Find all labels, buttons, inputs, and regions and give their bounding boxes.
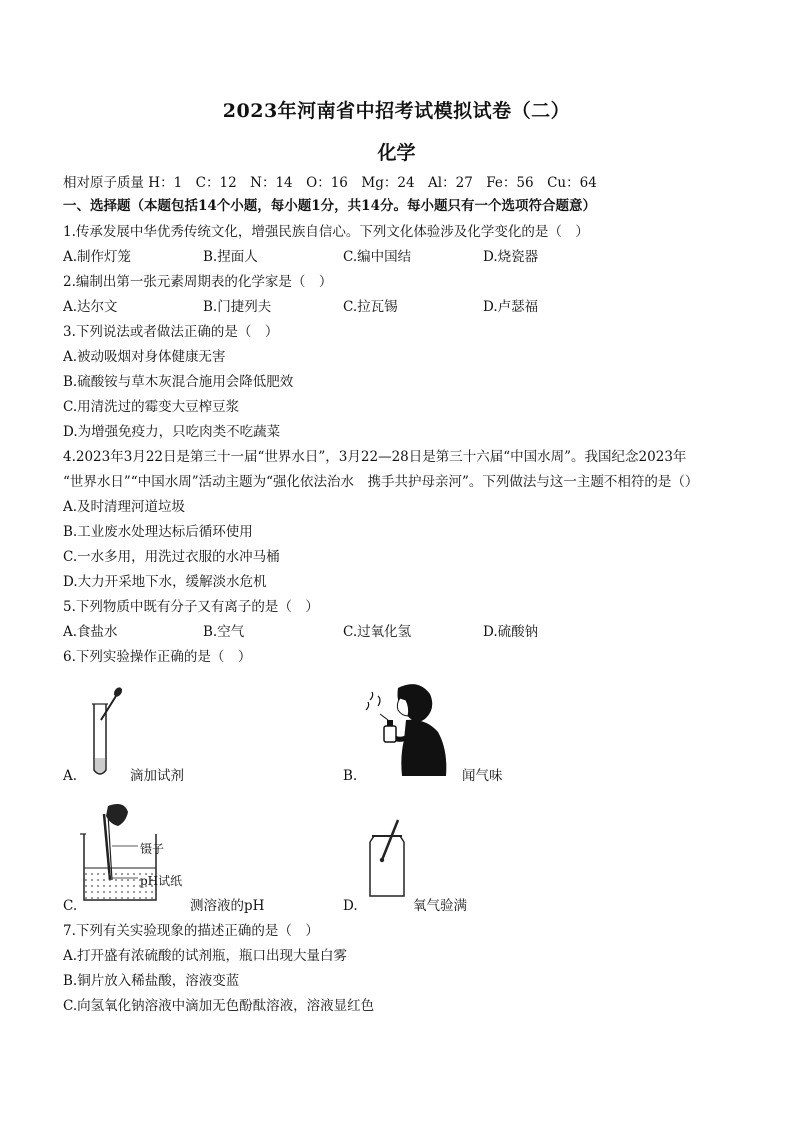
question-7-option-a: A.打开盛有浓硫酸的试剂瓶，瓶口出现大量白雾 [63, 948, 348, 964]
question-6-stem: 6.下列实验操作正确的是（ ） [63, 649, 252, 665]
question-1-option-c: C.编中国结 [343, 249, 412, 265]
section-heading: 一、选择题（本题包括14个小题，每小题1分，共14分。每小题只有一个选项符合题意） [63, 198, 596, 214]
question-2-option-c: C.拉瓦锡 [343, 299, 398, 315]
figure-a-letter: A. [63, 768, 78, 784]
question-3-option-a: A.被动吸烟对身体健康无害 [63, 349, 226, 365]
question-2-option-b: B.门捷列夫 [203, 299, 272, 315]
figure-d-caption: 氧气验满 [413, 898, 467, 914]
question-5-stem: 5.下列物质中既有分子又有离子的是（ ） [63, 599, 319, 615]
question-5-option-b: B.空气 [203, 624, 245, 640]
figure-a-caption: 滴加试剂 [130, 768, 184, 784]
person-smelling-figure [360, 680, 452, 776]
question-5-option-d: D.硫酸钠 [483, 624, 539, 640]
figure-c-letter: C. [63, 898, 78, 914]
question-3-option-b: B.硫酸铵与草木灰混合施用会降低肥效 [63, 374, 294, 390]
question-4-stem-line2: “世界水日”“中国水周”活动主题为“强化依法治水 携手共护母亲河”。下列做法与这一主题不相符的是（） [63, 474, 699, 490]
question-2-stem: 2.编制出第一张元素周期表的化学家是（ ） [63, 274, 333, 290]
figure-c-caption: 测溶液的pH [190, 898, 265, 914]
figure-d-letter: D. [343, 898, 358, 914]
question-4-option-c: C.一水多用，用洗过衣服的水冲马桶 [63, 549, 280, 565]
question-1-option-a: A.制作灯笼 [63, 249, 132, 265]
question-1-option-b: B.捏面人 [203, 249, 258, 265]
question-5-option-c: C.过氧化氢 [343, 624, 412, 640]
question-2-option-a: A.达尔文 [63, 299, 118, 315]
question-1-option-d: D.烧瓷器 [483, 249, 539, 265]
atomic-mass-line: 相对原子质量 H：1 C：12 N：14 O：16 Mg：24 Al：27 Fe：56 Cu：64 [63, 175, 597, 191]
question-7-option-c: C.向氢氧化钠溶液中滴加无色酚酞溶液，溶液显红色 [63, 998, 375, 1014]
question-5-option-a: A.食盐水 [63, 624, 118, 640]
question-3-option-c: C.用清洗过的霉变大豆榨豆浆 [63, 399, 240, 415]
question-7-option-b: B.铜片放入稀盐酸，溶液变蓝 [63, 973, 240, 989]
tweezers-label: 镊子 [140, 842, 165, 856]
question-7-stem: 7.下列有关实验现象的描述正确的是（ ） [63, 923, 319, 939]
subject-title: 化学 [377, 142, 416, 164]
question-4-option-d: D.大力开采地下水，缓解淡水危机 [63, 574, 267, 590]
question-2-option-d: D.卢瑟福 [483, 299, 539, 315]
question-4-stem-line1: 4.2023年3月22日是第三十一届“世界水日”，3月22—28日是第三十六届“中国水周”。我国纪念2023年 [63, 449, 687, 465]
dropper-test-tube-figure [88, 684, 128, 780]
question-4-option-b: B.工业废水处理达标后循环使用 [63, 524, 253, 540]
question-3-option-d: D.为增强免疫力，只吃肉类不吃蔬菜 [63, 424, 281, 440]
oxygen-jar-figure [360, 816, 410, 900]
figure-b-letter: B. [343, 768, 358, 784]
question-4-option-a: A.及时清理河道垃圾 [63, 499, 186, 515]
question-3-stem: 3.下列说法或者做法正确的是（ ） [63, 324, 279, 340]
page-title: 2023年河南省中招考试模拟试卷（二） [222, 100, 571, 122]
ph-paper-label: pH试纸 [140, 874, 183, 888]
figure-b-caption: 闻气味 [462, 768, 503, 784]
question-1-stem: 1.传承发展中华优秀传统文化，增强民族自信心。下列文化体验涉及化学变化的是（ ） [63, 224, 589, 240]
